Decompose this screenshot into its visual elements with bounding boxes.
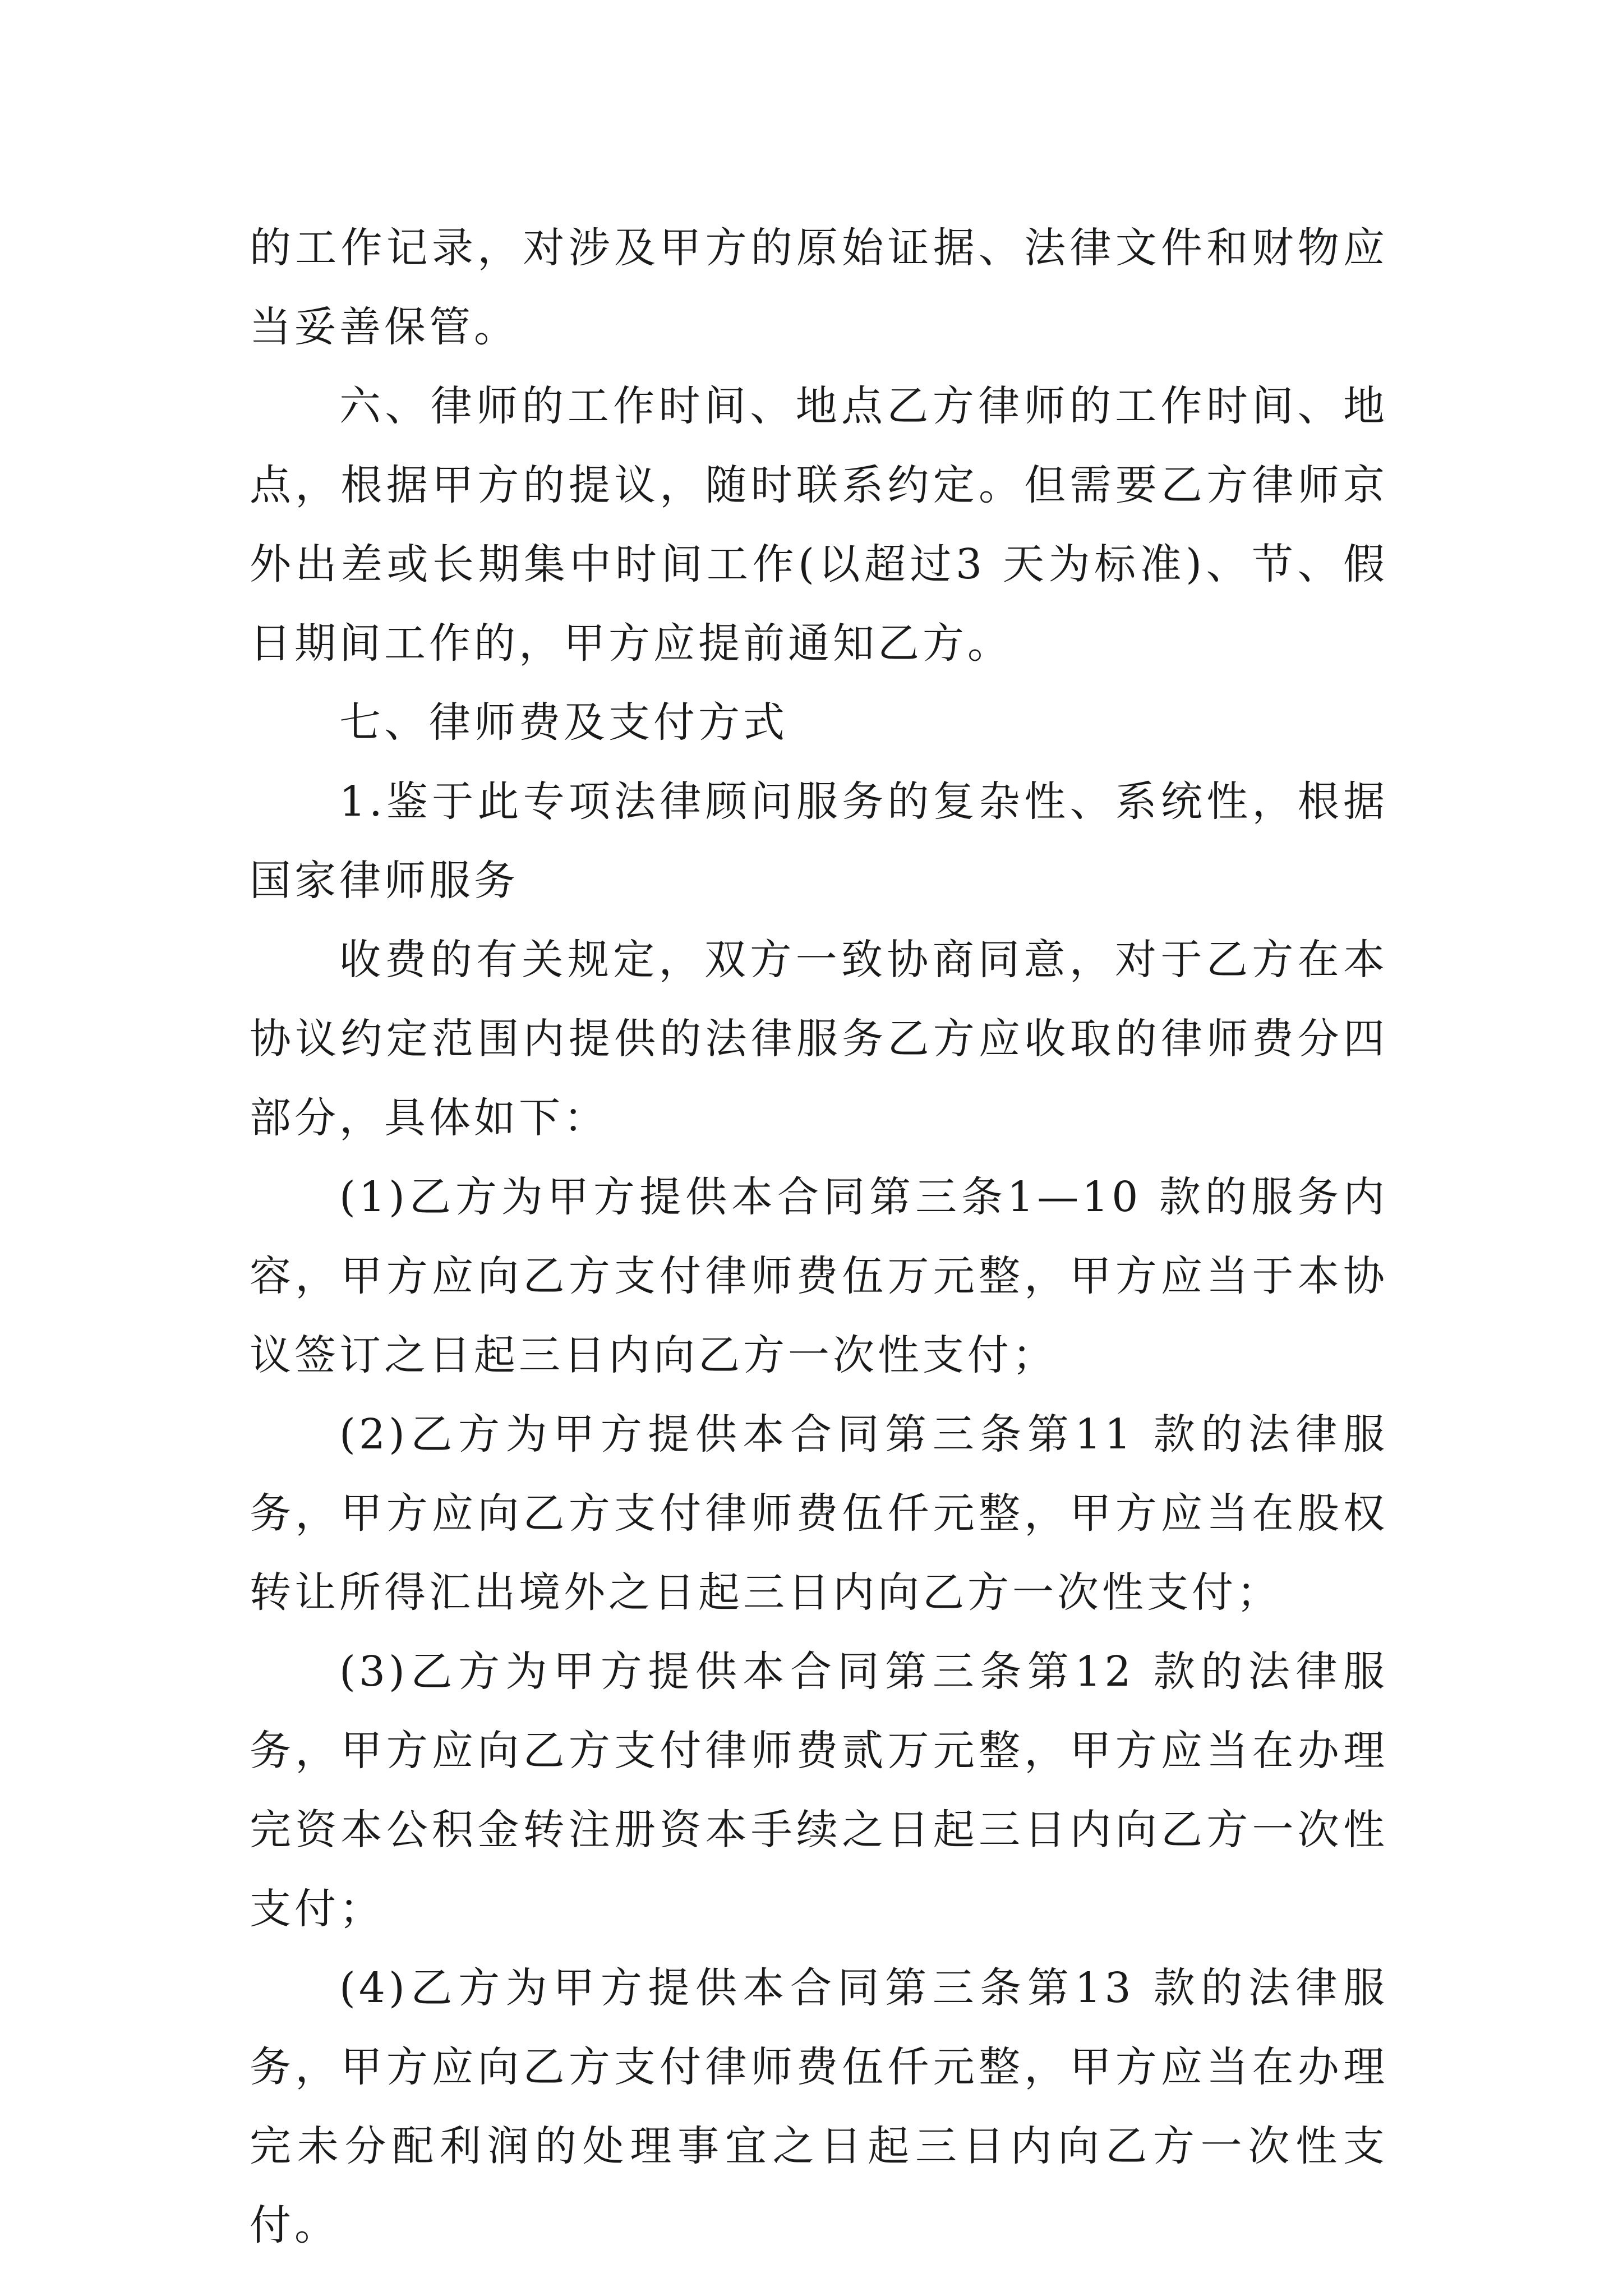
paragraph-section-6: 六、律师的工作时间、地点乙方律师的工作时间、地点，根据甲方的提议，随时联系约定。但需要乙方律师京外出差或长期集中时间工作(以超过3 天为标准)、节、假日期间工作的，甲方应提前通知乙方。 bbox=[250, 382, 1388, 668]
paragraph-continuation: 的工作记录，对涉及甲方的原始证据、法律文件和财物应当妥善保管。 bbox=[250, 224, 1388, 351]
section-heading-7: 七、律师费及支付方式 bbox=[339, 698, 788, 747]
paragraph-fee-item-1: (1)乙方为甲方提供本合同第三条1—10 款的服务内容，甲方应向乙方支付律师费伍万元整，甲方应当于本协议签订之日起三日内向乙方一次性支付； bbox=[250, 1173, 1388, 1379]
paragraph-fee-item-2: (2)乙方为甲方提供本合同第三条第11 款的法律服务，甲方应向乙方支付律师费伍仟元整，甲方应当在股权转让所得汇出境外之日起三日内向乙方一次性支付； bbox=[250, 1410, 1388, 1617]
document-body bbox=[250, 209, 1388, 2265]
paragraph-fee-overview: 收费的有关规定，双方一致协商同意，对于乙方在本协议约定范围内提供的法律服务乙方应收取的律师费分四部分，具体如下： bbox=[250, 936, 1388, 1142]
paragraph-clause-1: 1.鉴于此专项法律顾问服务的复杂性、系统性，根据国家律师服务 bbox=[250, 777, 1388, 905]
paragraph-fee-item-4: (4)乙方为甲方提供本合同第三条第13 款的法律服务，甲方应向乙方支付律师费伍仟元整，甲方应当在办理完未分配利润的处理事宜之日起三日内向乙方一次性支付。 bbox=[250, 1964, 1388, 2249]
paragraph-fee-item-3: (3)乙方为甲方提供本合同第三条第12 款的法律服务，甲方应向乙方支付律师费贰万元整，甲方应当在办理完资本公积金转注册资本手续之日起三日内向乙方一次性支付； bbox=[250, 1648, 1388, 1933]
